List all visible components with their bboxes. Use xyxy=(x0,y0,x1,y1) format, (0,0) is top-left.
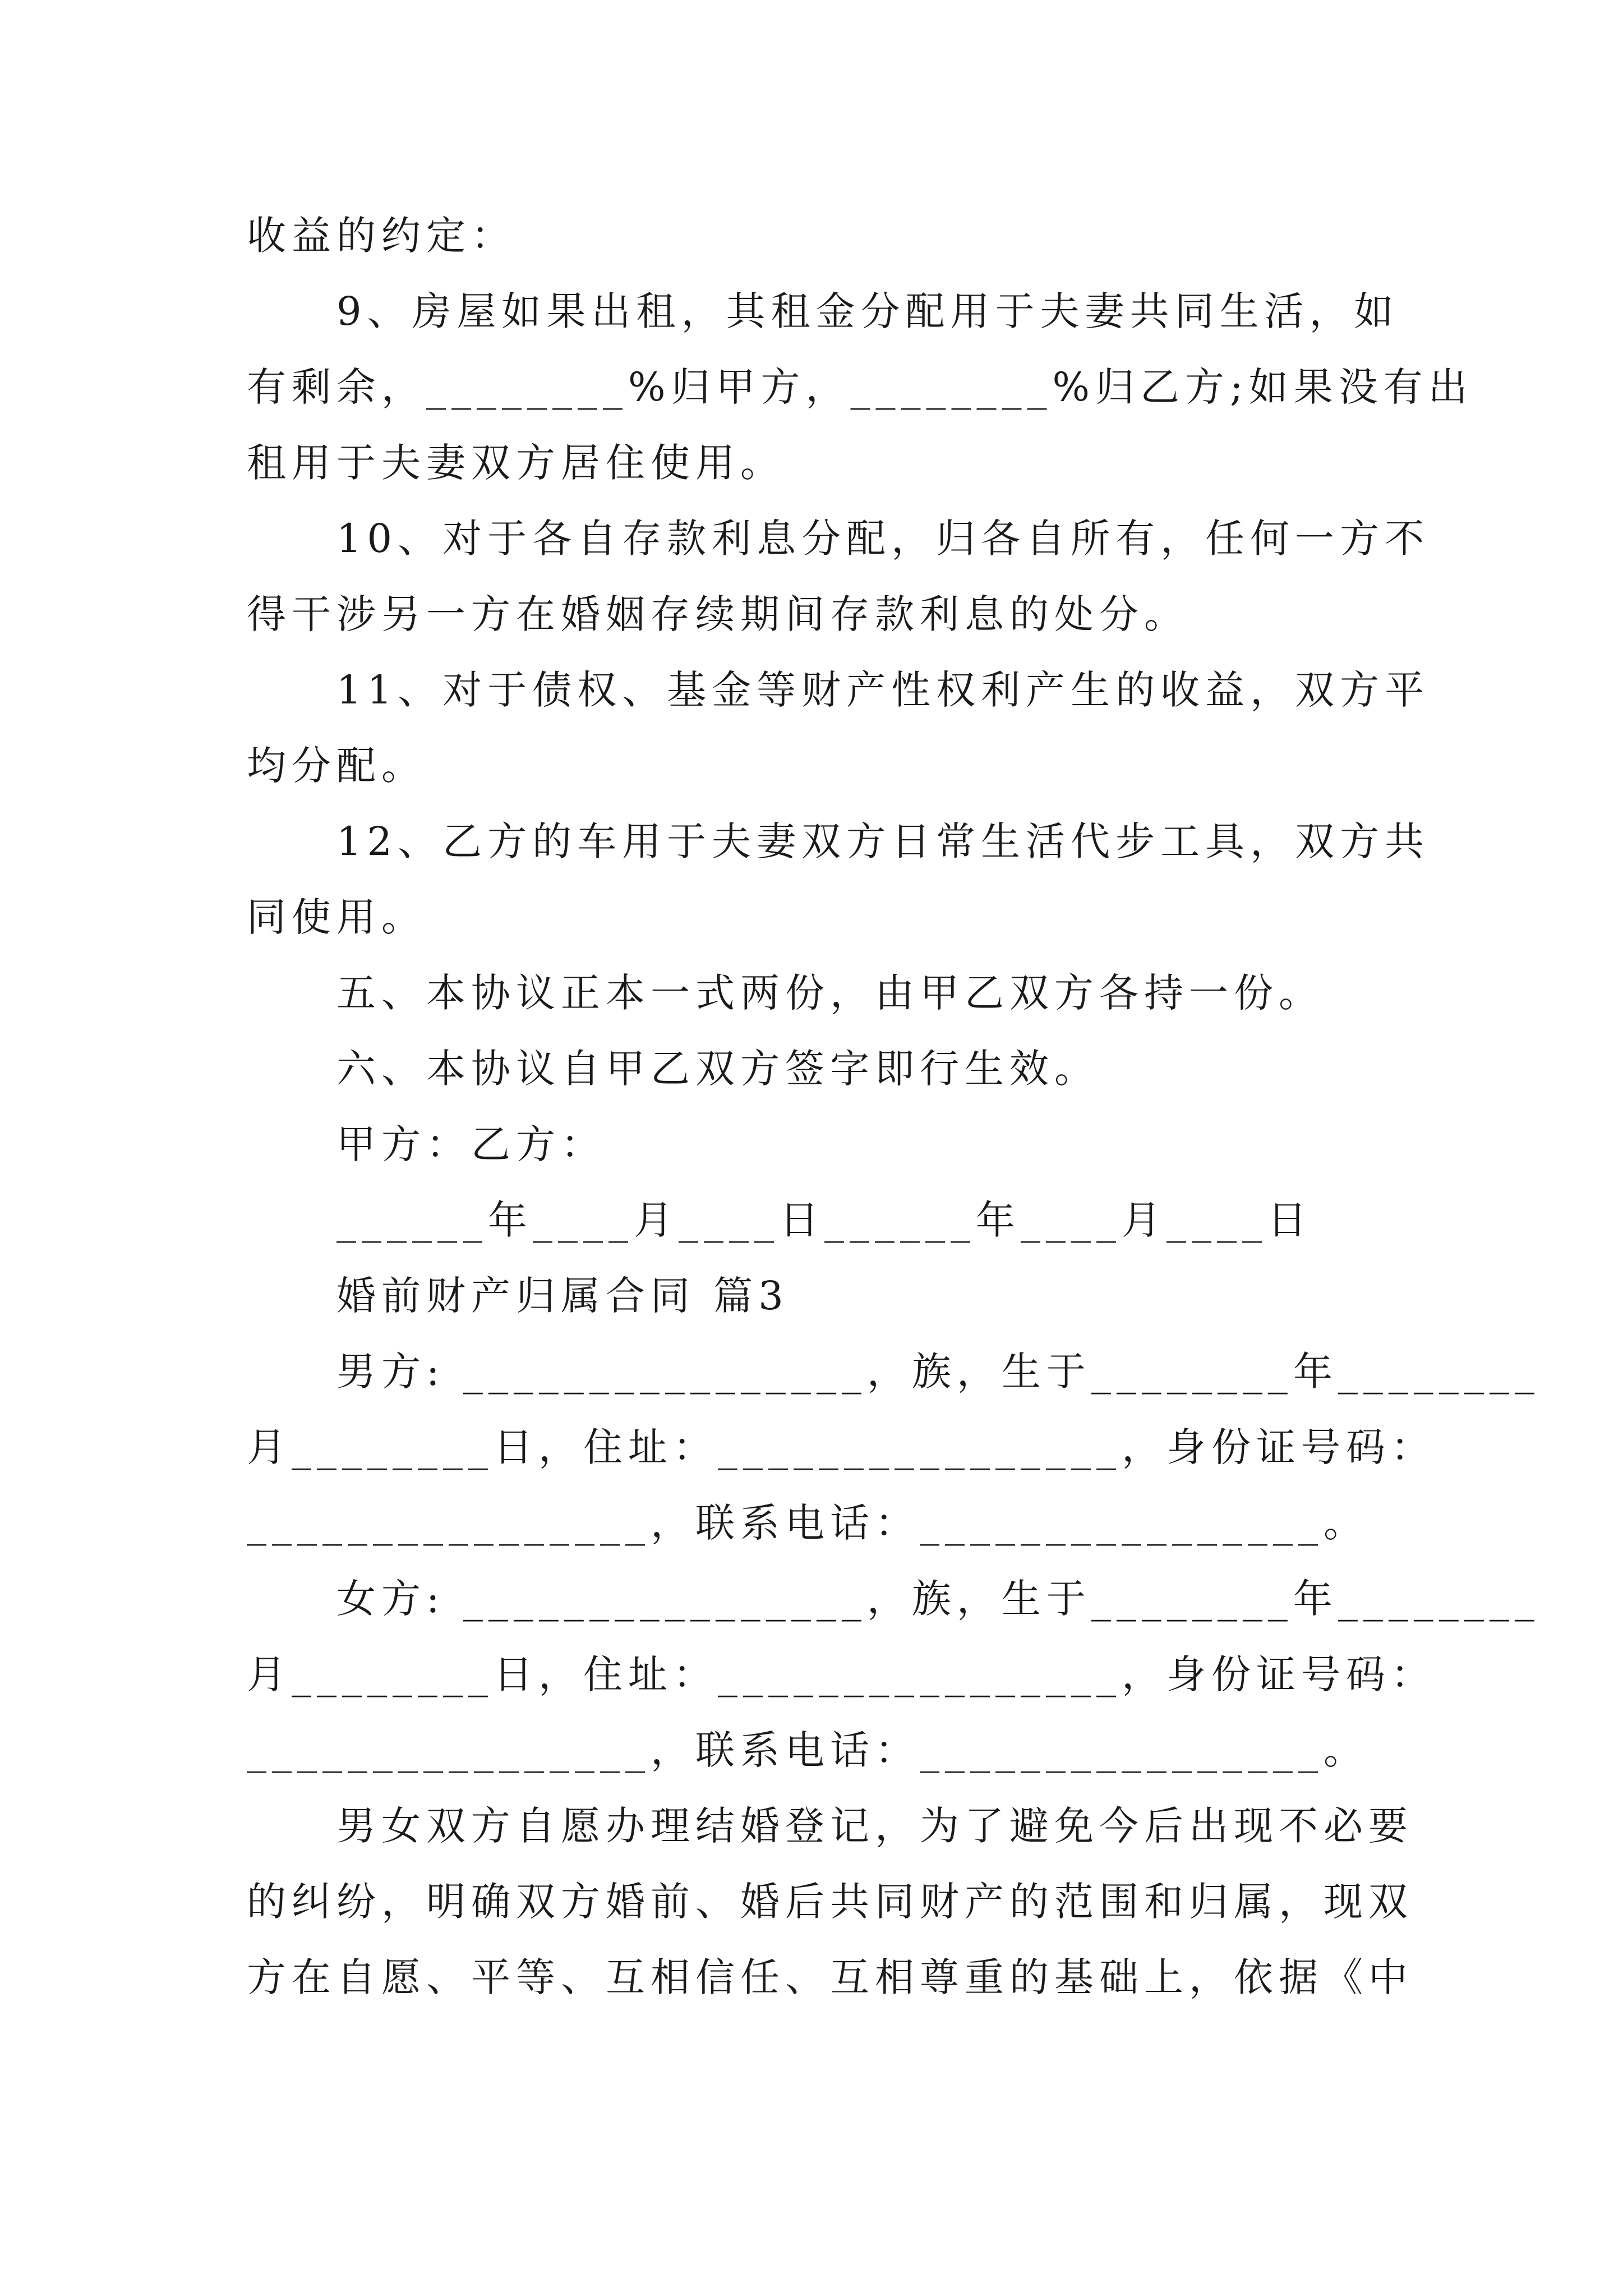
text-line-5: 10、对于各自存款利息分配，归各自所有，任何一方不 xyxy=(336,516,1430,562)
text-line-3: 有剩余，________%归甲方，________%归乙方;如果没有出 xyxy=(247,364,1473,410)
text-line-9: 12、乙方的车用于夫妻双方日常生活代步工具，双方共 xyxy=(336,818,1430,864)
text-line-24: 方在自愿、平等、互相信任、互相尊重的基础上，依据《中 xyxy=(247,1954,1413,2000)
text-line-10: 同使用。 xyxy=(247,894,426,940)
text-line-22: 男女双方自愿办理结婚登记，为了避免今后出现不必要 xyxy=(336,1803,1413,1849)
text-line-7: 11、对于债权、基金等财产性权利产生的收益，双方平 xyxy=(336,667,1430,713)
text-line-19: 女方: ________________，族，生于________年________ xyxy=(336,1576,1540,1622)
text-line-4: 租用于夫妻双方居住使用。 xyxy=(247,440,785,486)
text-line-14: ______年____月____日______年____月____日 xyxy=(336,1197,1312,1243)
text-line-2: 9、房屋如果出租，其租金分配用于夫妻共同生活，如 xyxy=(336,288,1399,334)
text-line-16: 男方: ________________，族，生于________年________ xyxy=(336,1349,1540,1395)
text-line-12: 六、本协议自甲乙双方签字即行生效。 xyxy=(336,1046,1099,1092)
text-line-20: 月________日，住址：________________，身份证号码： xyxy=(247,1651,1436,1697)
text-line-6: 得干涉另一方在婚姻存续期间存款利息的处分。 xyxy=(247,591,1189,637)
section-heading: 婚前财产归属合同 篇3 xyxy=(336,1273,789,1319)
text-line-18: ________________，联系电话：________________。 xyxy=(247,1500,1368,1546)
text-line-13: 甲方：乙方： xyxy=(336,1121,606,1167)
text-line-21: ________________，联系电话：________________。 xyxy=(247,1727,1368,1773)
text-line-11: 五、本协议正本一式两份，由甲乙双方各持一份。 xyxy=(336,970,1324,1016)
text-line-8: 均分配。 xyxy=(247,743,426,789)
text-line-23: 的纠纷，明确双方婚前、婚后共同财产的范围和归属，现双 xyxy=(247,1879,1413,1925)
text-line-17: 月________日，住址：________________，身份证号码： xyxy=(247,1424,1436,1470)
text-line-1: 收益的约定： xyxy=(247,213,516,259)
